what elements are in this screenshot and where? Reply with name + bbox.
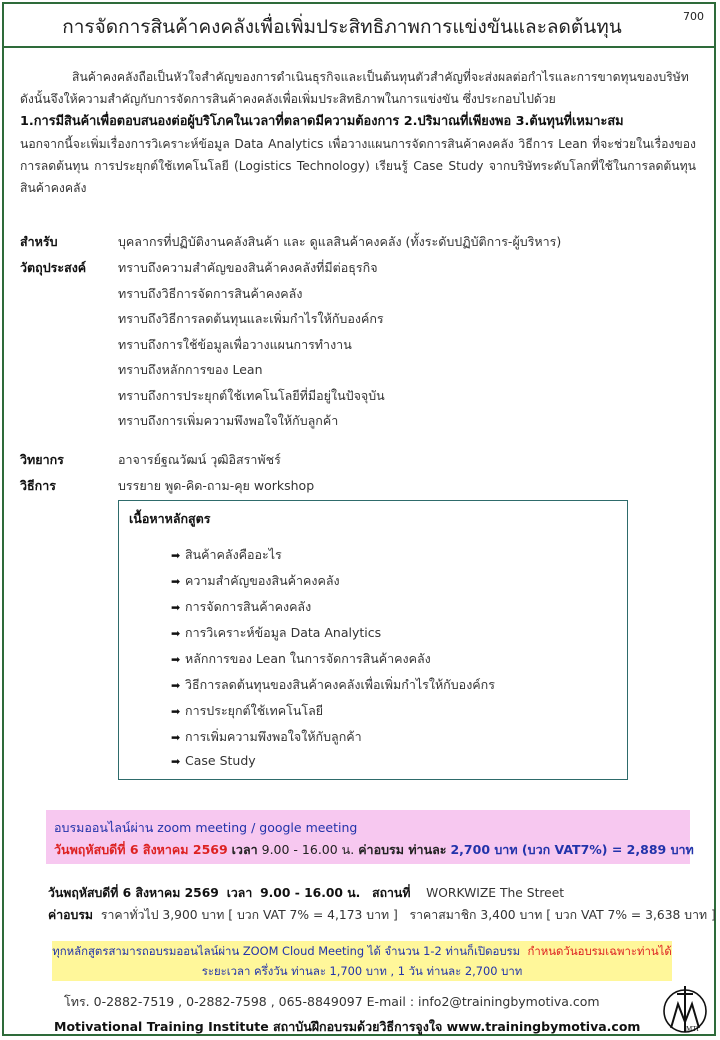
course-topic: ➡ Case Study: [171, 753, 256, 768]
objective-item: ทราบถึงวิธีการลดต้นทุนและเพิ่มกำไรให้กับองค์กร: [118, 311, 384, 326]
arrow-bullet-icon: ➡: [171, 679, 181, 692]
online-fee: 2,700 บาท (บวก VAT7%) = 2,889 บาท: [450, 842, 694, 857]
intro-text-2: นอกจากนี้จะเพิ่มเรื่องการวิเคราะห์ข้อมูล Data Analytics เพื่อวางแผนการจัดการสินค้าคงคลัง วิธีการ Lean ที่จะช่วยในเรื่องของการลดต้นทุน การประยุกต์ใช้เทคโนโลยี (Logistics Technology) เรียนรู้ Case Study จากบริษัทระดับโลกที่ใช้ในการลดต้นทุนสินค้าคงคลัง: [20, 137, 696, 195]
classroom-fee-label: ค่าอบรม: [48, 908, 94, 922]
note-line-1: ทุกหลักสูตรสามารถอบรมออนไลน์ผ่าน ZOOM Cloud Meeting ได้ จำนวน 1-2 ท่านก็เปิดอบรม: [52, 944, 521, 958]
online-training-banner: [46, 810, 694, 864]
arrow-bullet-icon: ➡: [171, 601, 181, 614]
course-topic: ➡ หลักการของ Lean ในการจัดการสินค้าคงคลัง: [171, 651, 431, 666]
objective-item: ทราบถึงการเพิ่มความพึงพอใจให้กับลูกค้า: [118, 413, 339, 428]
page-number: 700: [683, 10, 704, 23]
course-content-box: [118, 500, 628, 780]
fee-general: ราคาทั่วไป 3,900 บาท [ บวก VAT 7% = 4,173 บาท ]: [100, 908, 398, 922]
method-label: วิธีการ: [20, 478, 56, 493]
arrow-bullet-icon: ➡: [171, 549, 181, 562]
classroom-time-label: เวลา: [226, 886, 253, 900]
objective-item: ทราบถึงวิธีการจัดการสินค้าคงคลัง: [118, 286, 303, 301]
intro-paragraph: [20, 66, 696, 199]
arrow-bullet-icon: ➡: [171, 755, 181, 768]
classroom-time: 9.00 - 16.00 น.: [260, 886, 361, 900]
online-note-box: [52, 941, 672, 981]
title-bar: [2, 2, 716, 48]
classroom-fee: [48, 906, 716, 925]
target-value: บุคลากรที่ปฏิบัติงานคลังสินค้า และ ดูแลสินค้าคงคลัง (ทั้งระดับปฏิบัติการ-ผู้บริหาร): [118, 234, 562, 249]
arrow-bullet-icon: ➡: [171, 653, 181, 666]
course-topic: ➡ การเพิ่มความพึงพอใจให้กับลูกค้า: [171, 729, 362, 744]
classroom-date: วันพฤหัสบดีที่ 6 สิงหาคม 2569: [48, 886, 219, 900]
note-custom-date: กำหนดวันอบรมเฉพาะท่านได้: [527, 944, 672, 958]
online-schedule: [54, 840, 694, 860]
intro-text-1: สินค้าคงคลังถือเป็นหัวใจสำคัญของการดำเนินธุรกิจและเป็นต้นทุนตัวสำคัญที่จะส่งผลต่อกำไรและการขาดทุนของบริษัท ดังนั้นจึงให้ความสำคัญกับการจัดการสินค้าคงคลังเพื่อเพิ่มประสิทธิภาพในการแข่งขัน ซึ่งประกอบไปด้วย: [20, 70, 689, 106]
objective-item: ทราบถึงความสำคัญของสินค้าคงคลังที่มีต่อธุรกิจ: [118, 260, 378, 275]
arrow-bullet-icon: ➡: [171, 575, 181, 588]
objectives-label: วัตถุประสงค์: [20, 260, 87, 275]
speaker-name: อาจารย์ฐณวัฒน์ วุฒิอิสราพัชร์: [118, 452, 281, 467]
venue-name: WORKWIZE The Street: [426, 886, 565, 900]
online-date: วันพฤหัสบดีที่ 6 สิงหาคม 2569: [54, 842, 228, 857]
contact-info: โทร. 0-2882-7519 , 0-2882-7598 , 065-8849097 E-mail : info2@trainingbymotiva.com: [64, 994, 600, 1009]
arrow-bullet-icon: ➡: [171, 627, 181, 640]
online-time: 9.00 - 16.00 น.: [261, 842, 355, 857]
objective-item: ทราบถึงหลักการของ Lean: [118, 362, 263, 377]
course-topic: ➡ ความสำคัญของสินค้าคงคลัง: [171, 573, 340, 588]
mti-logo: [660, 984, 710, 1034]
target-label: สำหรับ: [20, 234, 58, 249]
course-topic: ➡ วิธีการลดต้นทุนของสินค้าคงคลังเพื่อเพิ่มกำไรให้กับองค์กร: [171, 677, 495, 692]
speaker-label: วิทยากร: [20, 452, 64, 467]
course-topic: ➡ สินค้าคลังคืออะไร: [171, 547, 282, 562]
course-content-title: เนื้อหาหลักสูตร: [129, 511, 211, 526]
footer-institute: Motivational Training Institute สถาบันฝึกอบรมด้วยวิธีการจูงใจ www.trainingbymotiva.com: [54, 1019, 641, 1034]
note-line-2: ระยะเวลา ครึ่งวัน ท่านละ 1,700 บาท , 1 วัน ท่านละ 2,700 บาท: [201, 964, 523, 978]
objective-item: ทราบถึงการประยุกต์ใช้เทคโนโลยีที่มีอยู่ในปัจจุบัน: [118, 388, 385, 403]
page-title: การจัดการสินค้าคงคลังเพื่อเพิ่มประสิทธิภาพการแข่งขันและลดต้นทุน: [62, 16, 622, 38]
venue-label: สถานที่: [372, 886, 411, 900]
online-time-label: เวลา: [231, 842, 258, 857]
fee-member: ราคาสมาชิก 3,400 บาท [ บวก VAT 7% = 3,638 บาท ]: [409, 908, 716, 922]
arrow-bullet-icon: ➡: [171, 705, 181, 718]
online-fee-label: ค่าอบรม ท่านละ: [358, 842, 447, 857]
objective-item: ทราบถึงการใช้ข้อมูลเพื่อวางแผนการทำงาน: [118, 337, 352, 352]
logo-lettering: MTI: [686, 1025, 699, 1033]
course-topic: ➡ การจัดการสินค้าคงคลัง: [171, 599, 312, 614]
online-heading: อบรมออนไลน์ผ่าน zoom meeting / google meeting: [54, 820, 358, 835]
course-topic: ➡ การวิเคราะห์ข้อมูล Data Analytics: [171, 625, 382, 640]
arrow-bullet-icon: ➡: [171, 731, 181, 744]
classroom-schedule: [48, 884, 564, 903]
intro-key-points: 1.การมีสินค้าเพื่อตอบสนองต่อผู้บริโภคในเวลาที่ตลาดมีความต้องการ 2.ปริมาณที่เพียงพอ 3.ต้นทุนที่เหมาะสม: [20, 114, 624, 129]
method-value: บรรยาย พูด-คิด-ถาม-คุย workshop: [118, 478, 315, 493]
course-topic: ➡ การประยุกต์ใช้เทคโนโลยี: [171, 703, 324, 718]
